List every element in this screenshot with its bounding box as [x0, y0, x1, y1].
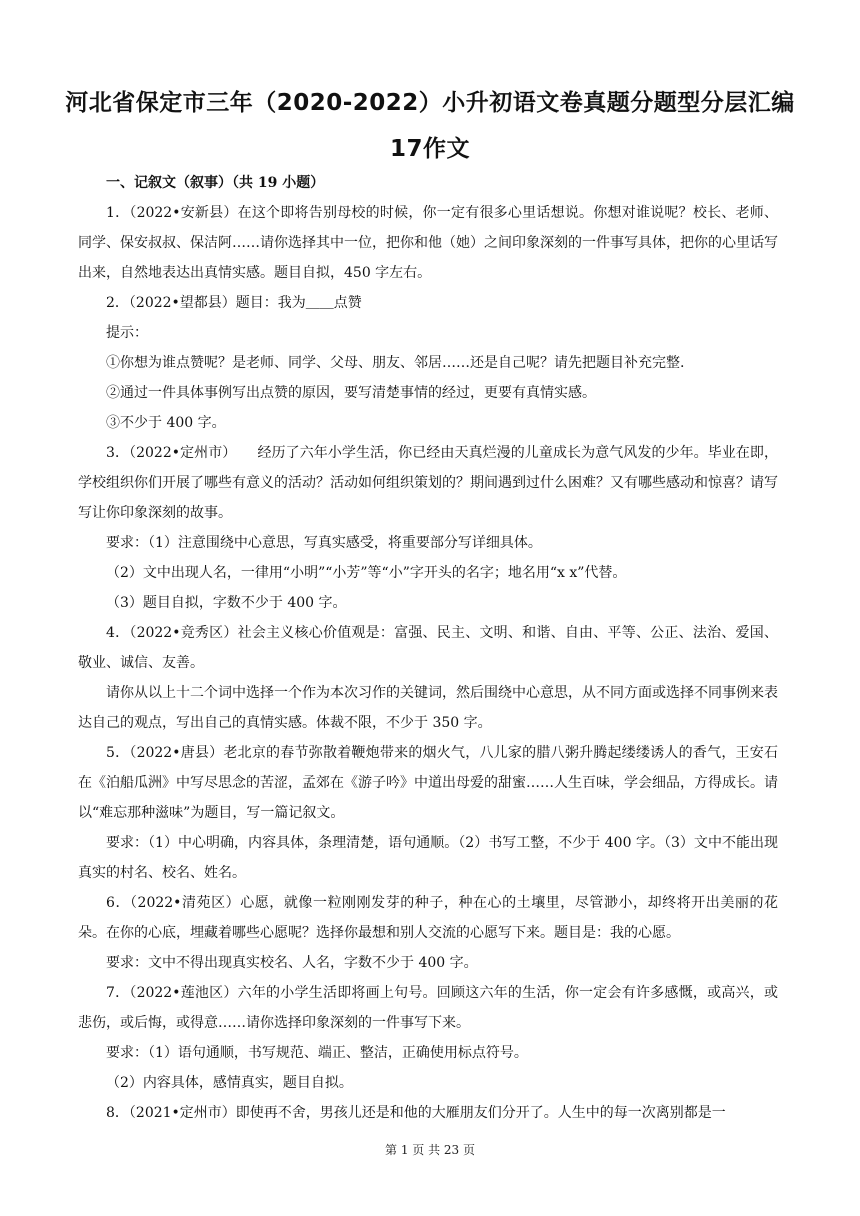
- question-2-hint-1: ①你想为谁点赞呢？是老师、同学、父母、朋友、邻居……还是自己呢？请先把题目补充完整.: [106, 355, 685, 371]
- question-3: 3．（2022•定州市） 经历了六年小学生活，你已经由天真烂漫的儿童成长为意气风发的少年。毕业在即，学校组织你们开展了哪些有意义的活动？活动如何组织策划的？期间遇到过什么困难？又有哪些感动和惊喜？请写写让你印象深刻的故事。: [78, 445, 778, 521]
- question-3-requirement-1: 要求：（1）注意围绕中心意思，写真实感受，将重要部分写详细具体。: [106, 535, 542, 551]
- question-6: 6．（2022•清苑区）心愿，就像一粒刚刚发芽的种子，种在心的土壤里，尽管渺小，却终将开出美丽的花朵。在你的心底，埋藏着哪些心愿呢？选择你最想和别人交流的心愿写下来。题目是：我的心愿。: [78, 895, 778, 941]
- question-5-requirement: 要求：（1）中心明确，内容具体，条理清楚，语句通顺。（2）书写工整，不少于 400 字。（3）文中不能出现真实的村名、校名、姓名。: [78, 835, 778, 881]
- question-7-requirement-1: 要求：（1）语句通顺，书写规范、端正、整洁，正确使用标点符号。: [106, 1045, 528, 1061]
- question-1: 1．（2022•安新县）在这个即将告别母校的时候，你一定有很多心里话想说。你想对谁说呢？校长、老师、同学、保安叔叔、保洁阿……请你选择其中一位，把你和他（她）之间印象深刻的一件事写具体，把你的心里话写出来，自然地表达出真情实感。题目自拟，450 字左右。: [78, 205, 778, 281]
- question-5: 5．（2022•唐县）老北京的春节弥散着鞭炮带来的烟火气，八儿家的腊八粥升腾起缕缕诱人的香气，王安石在《泊船瓜洲》中写尽思念的苦涩，孟郊在《游子吟》中道出母爱的甜蜜……人生百味，学会细品，方得成长。请以“难忘那种滋味”为题目，写一篇记叙文。: [78, 745, 778, 821]
- question-6-requirement: 要求：文中不得出现真实校名、人名，字数不少于 400 字。: [106, 955, 478, 971]
- question-2-hint-3: ③不少于 400 字。: [106, 415, 226, 431]
- page-footer: [0, 1141, 860, 1158]
- document-body: [78, 168, 778, 1128]
- question-8: 8．（2021•定州市）即使再不舍，男孩儿还是和他的大雁朋友们分开了。人生中的每一次离别都是一: [106, 1105, 726, 1121]
- question-2-hint-label: 提示：: [106, 325, 148, 341]
- question-2-hint-2: ②通过一件具体事例写出点赞的原因，要写清楚事情的经过，更要有真情实感。: [106, 385, 596, 401]
- question-3-requirement-2: （2）文中出现人名，一律用“小明”“小芳”等“小”字开头的名字；地名用“x x”代替。: [106, 565, 627, 581]
- question-4: 4．（2022•竞秀区）社会主义核心价值观是：富强、民主、文明、和谐、自由、平等、公正、法治、爱国、敬业、诚信、友善。: [78, 625, 778, 671]
- question-7-requirement-2: （2）内容具体，感情真实，题目自拟。: [106, 1075, 353, 1091]
- section-heading: 一、记叙文（叙事）（共 19 小题）: [106, 175, 325, 191]
- document-title: 河北省保定市三年（2020-2022）小升初语文卷真题分题型分层汇编: [65, 90, 795, 116]
- page-number: 第 1 页 共 23 页: [385, 1143, 475, 1157]
- question-7: 7．（2022•莲池区）六年的小学生活即将画上句号。回顾这六年的生活，你一定会有许多感慨，或高兴，或悲伤，或后悔，或得意……请你选择印象深刻的一件事写下来。: [78, 985, 778, 1031]
- question-4-instruction: 请你从以上十二个词中选择一个作为本次习作的关键词，然后围绕中心意思，从不同方面或选择不同事例来表达自己的观点，写出自己的真情实感。体裁不限，不少于 350 字。: [78, 685, 778, 731]
- document-subtitle: 17作文: [389, 136, 470, 162]
- question-3-requirement-3: （3）题目自拟，字数不少于 400 字。: [106, 595, 347, 611]
- question-2: 2．（2022•望都县）题目：我为＿＿点赞: [106, 295, 362, 311]
